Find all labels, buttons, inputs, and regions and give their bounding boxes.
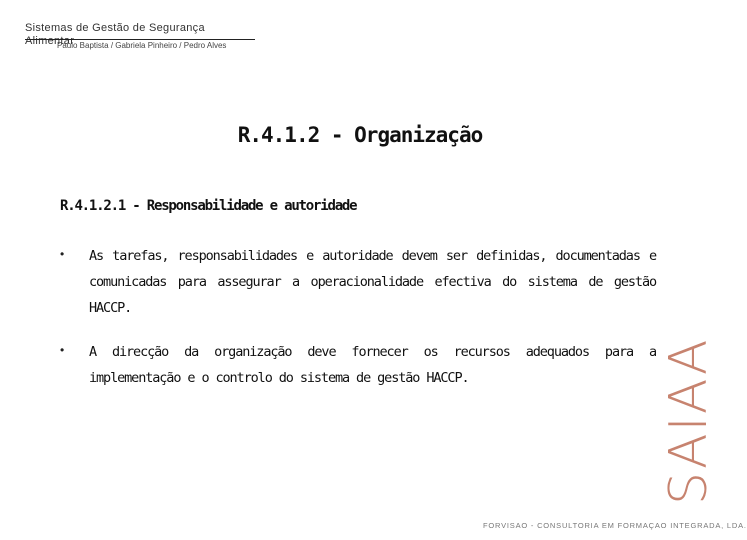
list-item xyxy=(60,339,656,391)
footer-text: FORVISAO - CONSULTORIA EM FORMAÇAO INTEGRADA, LDA. xyxy=(483,521,747,530)
header-authors: Paulo Baptista / Gabriela Pinheiro / Pedro Alves xyxy=(57,41,227,50)
header-divider xyxy=(25,39,255,40)
header-title: Sistemas de Gestão de Segurança Alimentar xyxy=(25,22,205,47)
slide-title: R.4.1.2 - Organização xyxy=(237,123,483,147)
bullet-text: A direcção da organização deve fornecer os recursos adequados para a implementação e o controlo do sistema de gestão HACCP. xyxy=(89,344,656,386)
saiaa-logo xyxy=(659,337,719,505)
bullet-icon: • xyxy=(60,343,65,357)
header xyxy=(25,22,255,48)
logo-text: SAIAA xyxy=(659,337,719,505)
section-title: R.4.1.2.1 - Responsabilidade e autoridade xyxy=(60,198,357,214)
bullet-list xyxy=(60,243,656,409)
list-item xyxy=(60,243,656,321)
bullet-icon: • xyxy=(60,247,65,261)
bullet-text: As tarefas, responsabilidades e autoridade devem ser definidas, documentadas e comunicadas para assegurar a operacionalidade efectiva do sistema de gestão HACCP. xyxy=(89,248,656,316)
